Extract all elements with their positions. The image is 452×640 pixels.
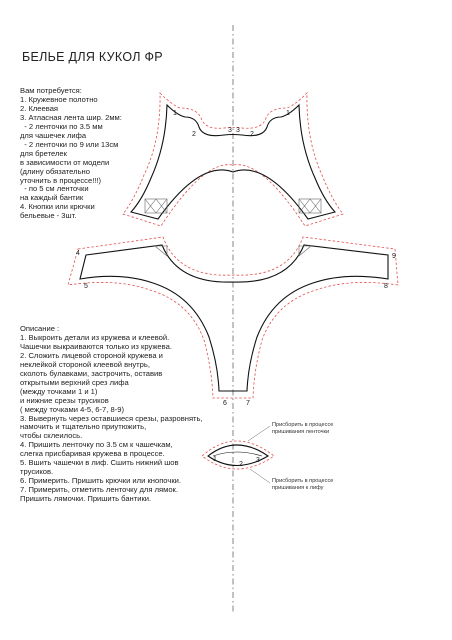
- instruction-line: открытыми верхний срез лифа: [20, 377, 129, 387]
- point-label-5: 5: [84, 283, 88, 290]
- point-label-6: 6: [223, 400, 227, 407]
- materials-line: - 2 ленточки по 3.5 мм: [20, 121, 103, 131]
- instruction-line: Описание :: [20, 324, 60, 333]
- materials-line: на каждый бантик: [20, 193, 84, 203]
- note-line: пришивания ленточки: [272, 428, 330, 435]
- point-label-1-right: 1: [286, 110, 290, 117]
- instruction-line: намочить и тщательно приутюжить,: [20, 422, 147, 432]
- materials-line: для чашечек лифа: [20, 130, 87, 140]
- instruction-line: 5. Вшить чашечки в лиф. Сшить нижний шов: [20, 458, 179, 468]
- materials-line: 3. Атласная лента шир. 2мм:: [20, 112, 122, 122]
- instruction-line: 1. Выкроить детали из кружева и клеевой.: [20, 332, 170, 342]
- point-label-8: 8: [384, 283, 388, 290]
- cup-point-label-2: 2: [239, 461, 243, 468]
- cup-point-label-1: 1: [213, 456, 217, 463]
- instruction-line: Пришить лямочки. Пришить бантики.: [20, 494, 152, 504]
- note-line: Присборить в процессе: [272, 478, 334, 484]
- instruction-line: трусиков.: [20, 467, 54, 477]
- instruction-line: и нижние срезы трусиков: [20, 395, 109, 405]
- materials-line: - по 5 см ленточки: [20, 184, 89, 194]
- instruction-line: слегка присбаривая кружева в процессе.: [20, 449, 165, 459]
- materials-line: 4. Кнопки или крючки: [20, 202, 95, 212]
- note-bra-leader: [250, 469, 270, 483]
- materials-line: 1. Кружевное полотно: [20, 94, 98, 104]
- point-label-1-left: 1: [173, 110, 177, 117]
- materials-line: 2. Клеевая: [20, 103, 59, 113]
- materials-line: уточнить в процессе!!!): [20, 175, 102, 185]
- point-label-3-right: 3: [236, 127, 240, 134]
- note-line: пришивания к лифу: [272, 484, 324, 491]
- instruction-line: чтобы склеилось.: [20, 431, 83, 441]
- cup-point-label-3: 3: [256, 457, 260, 464]
- materials-line: Вам потребуется:: [20, 86, 82, 95]
- point-label-7: 7: [246, 400, 250, 407]
- instruction-line: 6. Примерить. Пришить крючки или кнопочки.: [20, 476, 181, 486]
- instruction-line: сколоть булавками, застрочить, оставив: [20, 368, 163, 378]
- point-label-3-left: 3: [228, 127, 232, 134]
- materials-line: в зависимости от модели: [20, 157, 110, 167]
- instruction-line: неклейкой стороной клеевой внутрь,: [20, 359, 150, 369]
- materials-line: бельевые - 3шт.: [20, 211, 77, 221]
- instruction-line: Чашечки выкраиваются только из кружева.: [20, 341, 172, 351]
- instruction-line: 7. Примерить, отметить ленточку для лямок.: [20, 485, 178, 495]
- point-label-2-right: 2: [250, 131, 254, 138]
- materials-line: для бретелек: [20, 148, 67, 158]
- cup-piece: [202, 426, 274, 483]
- materials-line: (длину обязательно: [20, 166, 90, 176]
- materials-line: - 2 ленточки по 9 или 13см: [20, 139, 119, 149]
- instruction-line: 3. Вывернуть через оставшиеся срезы, разровнять,: [20, 413, 203, 423]
- note-line: Присборить в процессе: [272, 422, 334, 428]
- instruction-line: 2. Сложить лицевой стороной кружева и: [20, 350, 163, 360]
- cup-inner-line: [213, 452, 262, 456]
- instruction-line: (между точками 1 и 1): [20, 386, 98, 396]
- page-title: БЕЛЬЕ ДЛЯ КУКОЛ ФР: [22, 50, 163, 64]
- point-label-2-left: 2: [192, 131, 196, 138]
- point-label-4: 4: [76, 250, 80, 257]
- point-label-9: 9: [392, 253, 396, 260]
- note-tape-leader: [248, 426, 270, 441]
- instruction-line: 4. Пришить ленточку по 3.5 см к чашечкам,: [20, 440, 173, 450]
- instruction-line: ( между точками 4-5, 6-7, 8-9): [20, 404, 124, 414]
- panties-outline: [80, 245, 388, 391]
